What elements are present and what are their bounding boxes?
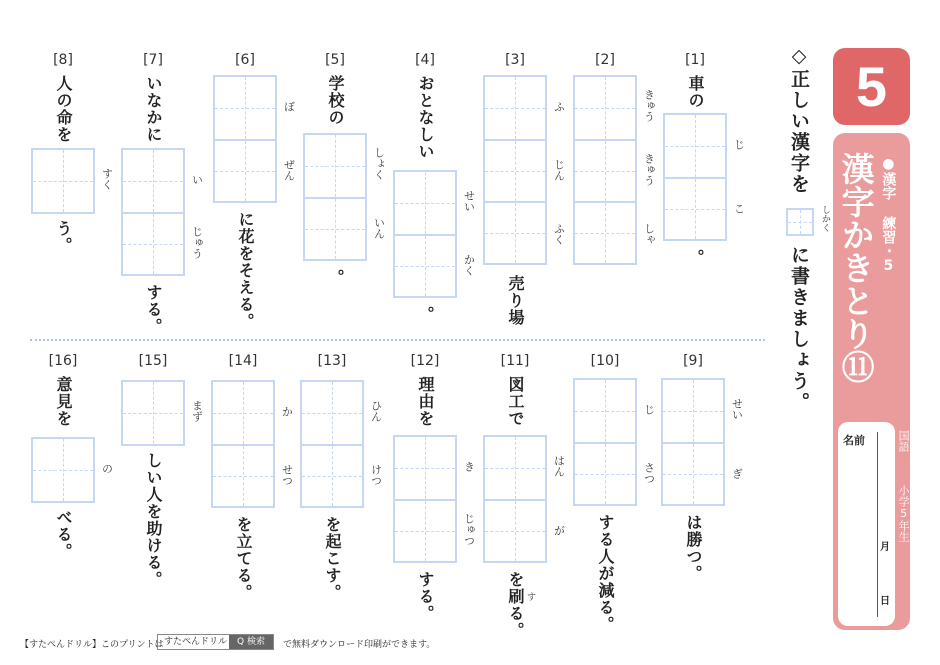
- question-text-after-label: を起こす。: [323, 516, 342, 601]
- name-field[interactable]: [877, 432, 878, 617]
- question-text-before-label: 学校の: [326, 75, 345, 126]
- worksheet-subtitle: ●漢字 練習・5: [880, 156, 897, 274]
- question-number: [9]: [683, 353, 703, 369]
- question-text-after-label: する人が減る。: [596, 514, 615, 633]
- question-text-after-label: しい人を助ける。: [144, 452, 163, 588]
- answer-cell[interactable]: [302, 444, 362, 506]
- furigana: す: [527, 593, 537, 603]
- answer-box[interactable]: [121, 148, 185, 276]
- reading-hint: ぼ: [282, 101, 296, 112]
- instruction-part2: に書きましょう。: [788, 245, 810, 413]
- question-number: [8]: [53, 52, 73, 68]
- question-text-after: [303, 269, 367, 286]
- answer-box[interactable]: [393, 170, 457, 298]
- answer-box[interactable]: [483, 75, 547, 265]
- search-query[interactable]: すたぺんドリル: [164, 637, 228, 647]
- reading-hint: いん: [372, 217, 386, 239]
- question-number: [10]: [590, 353, 620, 369]
- reading-hint: ぎ: [730, 468, 744, 479]
- footer: [0, 634, 940, 650]
- question-text-after: [661, 514, 725, 582]
- reading-hint: かく: [462, 254, 476, 276]
- question-text-before: [393, 376, 457, 427]
- answer-cell[interactable]: [123, 382, 183, 444]
- question-text-before: [31, 376, 95, 427]
- reading-hint: き: [462, 461, 476, 472]
- question-number: [2]: [595, 52, 615, 68]
- reading-hint: ひん: [369, 400, 383, 422]
- answer-cell[interactable]: [395, 499, 455, 561]
- question-number: [7]: [143, 52, 163, 68]
- question-number: [14]: [228, 353, 258, 369]
- question-text-after-label: を刷る。: [506, 571, 525, 639]
- answer-box[interactable]: [211, 380, 275, 508]
- answer-cell[interactable]: [575, 442, 635, 504]
- answer-cell[interactable]: [395, 234, 455, 296]
- answer-cell[interactable]: [575, 380, 635, 442]
- question-text-after: [31, 509, 95, 560]
- reading-hint: じん: [552, 159, 566, 181]
- search-box[interactable]: [157, 634, 274, 650]
- question-text-before-label: 意見を: [54, 376, 73, 427]
- reading-hint: い: [190, 174, 204, 185]
- instruction-box-ruby: しかく: [820, 205, 830, 232]
- question-number: [4]: [415, 52, 435, 68]
- question-text-after: [213, 211, 277, 330]
- search-button[interactable]: Q 検索: [229, 635, 273, 649]
- question-number: [11]: [500, 353, 530, 369]
- question-text-after: [393, 571, 457, 622]
- reading-hint: きゅう: [642, 89, 656, 122]
- reading-hint: じゅつ: [462, 513, 476, 546]
- reading-hint: ふ: [552, 101, 566, 112]
- answer-cell[interactable]: [575, 77, 635, 139]
- question-text-before-label: 図工で: [506, 376, 525, 427]
- question-number: [15]: [138, 353, 168, 369]
- question-number: [1]: [685, 52, 705, 68]
- row-separator: [30, 339, 765, 341]
- reading-hint: か: [280, 406, 294, 417]
- reading-hint: しょく: [372, 147, 386, 180]
- answer-cell[interactable]: [663, 442, 723, 504]
- footer-suffix: で無料ダウンロード印刷ができます。: [283, 640, 436, 650]
- question-text-after-label: べる。: [54, 509, 73, 560]
- question-number: [12]: [410, 353, 440, 369]
- reading-hint: きゅう: [642, 153, 656, 186]
- reading-hint: せい: [462, 190, 476, 212]
- answer-cell[interactable]: [302, 382, 362, 444]
- question-text-after-label: 売り場: [506, 275, 525, 326]
- answer-cell[interactable]: [395, 172, 455, 234]
- question-text-before-label: おとなしい: [416, 75, 435, 160]
- answer-cell[interactable]: [123, 212, 183, 274]
- answer-cell[interactable]: [485, 201, 545, 263]
- day-label: 日: [880, 596, 890, 607]
- answer-box[interactable]: [573, 75, 637, 265]
- answer-cell[interactable]: [215, 77, 275, 139]
- question-text-after-label: 。: [686, 249, 705, 266]
- answer-cell[interactable]: [305, 197, 365, 259]
- question-text-after-label: 。: [326, 269, 345, 286]
- question-text-after: [31, 220, 95, 254]
- answer-box[interactable]: [661, 378, 725, 506]
- answer-cell[interactable]: [305, 135, 365, 197]
- question-number: [3]: [505, 52, 525, 68]
- answer-cell[interactable]: [665, 177, 725, 239]
- subject-label: 国語: [897, 430, 911, 452]
- answer-box[interactable]: [213, 75, 277, 203]
- answer-cell[interactable]: [485, 139, 545, 201]
- reading-hint: しゃ: [642, 223, 656, 245]
- question-text-after: [121, 284, 185, 335]
- question-text-after-label: する。: [144, 284, 163, 335]
- answer-box[interactable]: [393, 435, 457, 563]
- reading-hint: せい: [730, 398, 744, 420]
- reading-hint: じゅう: [190, 226, 204, 259]
- answer-cell[interactable]: [123, 150, 183, 212]
- worksheet-title: 漢字かきとり⑪: [836, 152, 876, 383]
- answer-box[interactable]: [121, 380, 185, 446]
- question-text-after: [211, 516, 275, 601]
- question-text-after-label: 。: [416, 306, 435, 323]
- question-text-before: [31, 75, 95, 143]
- reading-hint: ぜん: [282, 159, 296, 181]
- instruction-sample-box: [786, 208, 814, 236]
- question-text-before: [663, 75, 727, 109]
- question-text-before-label: いなかに: [144, 75, 163, 143]
- answer-cell[interactable]: [485, 499, 545, 561]
- answer-box[interactable]: [31, 148, 95, 214]
- question-number: [13]: [317, 353, 347, 369]
- question-text-after: [393, 306, 457, 323]
- question-text-after: [483, 571, 547, 639]
- question-number: [16]: [48, 353, 78, 369]
- question-text-after-label: を立てる。: [234, 516, 253, 601]
- answer-box[interactable]: [573, 378, 637, 506]
- instruction-part1: ◇正しい漢字を: [788, 45, 810, 195]
- answer-cell[interactable]: [575, 201, 635, 263]
- question-text-before: [393, 75, 457, 160]
- question-text-after-label: う。: [54, 220, 73, 254]
- reading-hint: さつ: [642, 462, 656, 484]
- reading-hint: せつ: [280, 464, 294, 486]
- answer-box[interactable]: [483, 435, 547, 563]
- answer-box[interactable]: [303, 133, 367, 261]
- month-label: 月: [880, 542, 890, 553]
- reading-hint: すく: [100, 168, 114, 190]
- question-text-after: [663, 249, 727, 266]
- question-text-after: [121, 452, 185, 588]
- footer-prefix: 【すたぺんドリル】このプリントは: [20, 640, 164, 650]
- question-text-before-label: 人の命を: [54, 75, 73, 143]
- answer-cell[interactable]: [485, 77, 545, 139]
- question-text-before: [303, 75, 367, 126]
- reading-hint: ふく: [552, 223, 566, 245]
- reading-hint: けつ: [369, 464, 383, 486]
- answer-cell[interactable]: [215, 139, 275, 201]
- question-text-after-label: に花をそえる。: [236, 211, 255, 330]
- answer-cell[interactable]: [485, 437, 545, 499]
- answer-cell[interactable]: [575, 139, 635, 201]
- answer-cell[interactable]: [213, 382, 273, 444]
- answer-cell[interactable]: [665, 115, 725, 177]
- answer-cell[interactable]: [213, 444, 273, 506]
- answer-cell[interactable]: [33, 150, 93, 212]
- question-text-after-label: は勝つ。: [684, 514, 703, 582]
- question-text-before-label: 理由を: [416, 376, 435, 427]
- question-number: [6]: [235, 52, 255, 68]
- reading-hint: まず: [190, 400, 204, 422]
- question-text-after: [483, 275, 547, 326]
- question-text-after-label: する。: [416, 571, 435, 622]
- question-text-after: [573, 514, 637, 633]
- question-text-before: [121, 75, 185, 143]
- reading-hint: じ: [732, 139, 746, 150]
- reading-hint: はん: [552, 455, 566, 477]
- reading-hint: が: [552, 525, 566, 536]
- reading-hint: こ: [732, 203, 746, 214]
- reading-hint: の: [100, 463, 114, 474]
- answer-box[interactable]: [31, 437, 95, 503]
- question-text-after: [300, 516, 364, 601]
- answer-box[interactable]: [300, 380, 364, 508]
- answer-cell[interactable]: [395, 437, 455, 499]
- answer-cell[interactable]: [33, 439, 93, 501]
- reading-hint: じ: [642, 404, 656, 415]
- question-number: [5]: [325, 52, 345, 68]
- name-label: 名前: [843, 434, 865, 447]
- answer-box[interactable]: [663, 113, 727, 241]
- sheet-number-badge: 5: [833, 48, 910, 125]
- answer-cell[interactable]: [663, 380, 723, 442]
- question-text-before-label: 車の: [686, 75, 705, 109]
- grade-label: 小学5年生: [897, 485, 911, 542]
- question-text-before: [483, 376, 547, 427]
